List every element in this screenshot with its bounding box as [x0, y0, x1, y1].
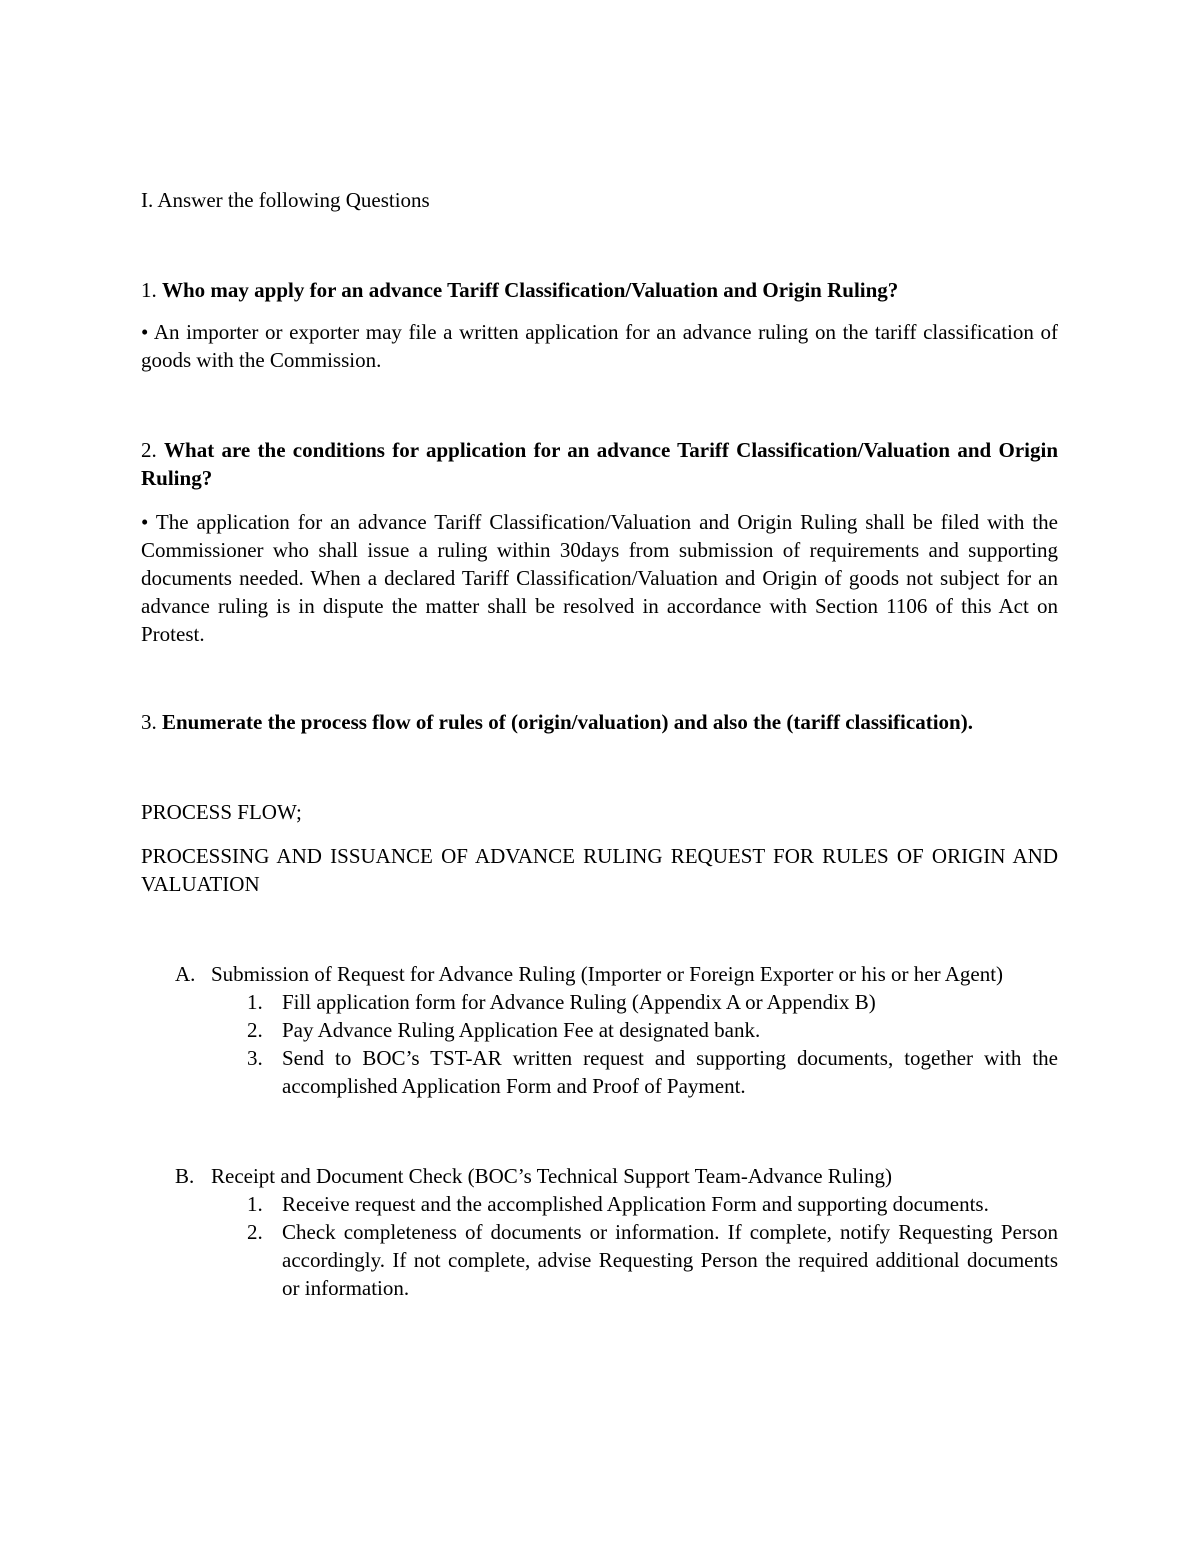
process-flow-title: PROCESSING AND ISSUANCE OF ADVANCE RULING REQUEST FOR RULES OF ORIGIN AND VALUATION [141, 844, 1058, 896]
section-letter: A. [175, 962, 196, 986]
answer-1: • An importer or exporter may file a written application for an advance ruling on the tariff classification of goods with the Commission. [141, 320, 1058, 372]
question-number: 2. [141, 438, 157, 462]
question-3 [141, 708, 1058, 736]
section-title: Submission of Request for Advance Ruling (Importer or Foreign Exporter or his or her Agent) [211, 962, 1004, 986]
step-text: Receive request and the accomplished Application Form and supporting documents. [282, 1192, 989, 1216]
step-text: Fill application form for Advance Ruling (Appendix A or Appendix B) [282, 990, 876, 1014]
step-text: Pay Advance Ruling Application Fee at designated bank. [282, 1018, 761, 1042]
step-text: Check completeness of documents or information. If complete, notify Requesting Person accordingly. If not complete, advise Requesting Person the required additional documents or information. [282, 1220, 1058, 1300]
step-text: Send to BOC’s TST-AR written request and supporting documents, together with the accomplished Application Form and Proof of Payment. [282, 1046, 1058, 1098]
question-2 [141, 436, 1058, 492]
list-item [141, 988, 1058, 1016]
question-text: What are the conditions for application for an advance Tariff Classification/Valuation and Origin Ruling? [141, 438, 1059, 490]
question-1 [141, 276, 1058, 304]
question-text: Enumerate the process flow of rules of (origin/valuation) and also the (tariff classification). [162, 710, 973, 734]
step-number: 1. [247, 990, 263, 1014]
process-section-b [141, 1162, 1058, 1302]
step-list [141, 988, 1058, 1100]
step-number: 2. [247, 1018, 263, 1042]
process-flow-label: PROCESS FLOW; [141, 800, 302, 824]
question-number: 1. [141, 278, 157, 302]
step-number: 2. [247, 1220, 263, 1244]
section-title: Receipt and Document Check (BOC’s Technical Support Team-Advance Ruling) [211, 1164, 892, 1188]
question-text: Who may apply for an advance Tariff Classification/Valuation and Origin Ruling? [162, 278, 899, 302]
step-number: 3. [247, 1046, 263, 1070]
question-number: 3. [141, 710, 157, 734]
process-section-a [141, 960, 1058, 1100]
step-list [141, 1190, 1058, 1302]
section-letter: B. [175, 1164, 195, 1188]
section-heading: I. Answer the following Questions [141, 188, 430, 212]
step-number: 1. [247, 1192, 263, 1216]
document-body [141, 186, 1058, 1302]
answer-2: • The application for an advance Tariff Classification/Valuation and Origin Ruling shall be filed with the Commissioner who shall issue a ruling within 30days from submission of requirements and supporting documents needed. When a declared Tariff Classification/Valuation and Origin of goods not subject for an advance ruling is in dispute the matter shall be resolved in accordance with Section 1106 of this Act on Protest. [141, 510, 1058, 646]
list-item [141, 1218, 1058, 1302]
list-item [141, 1044, 1058, 1100]
list-item [141, 1016, 1058, 1044]
list-item [141, 1190, 1058, 1218]
